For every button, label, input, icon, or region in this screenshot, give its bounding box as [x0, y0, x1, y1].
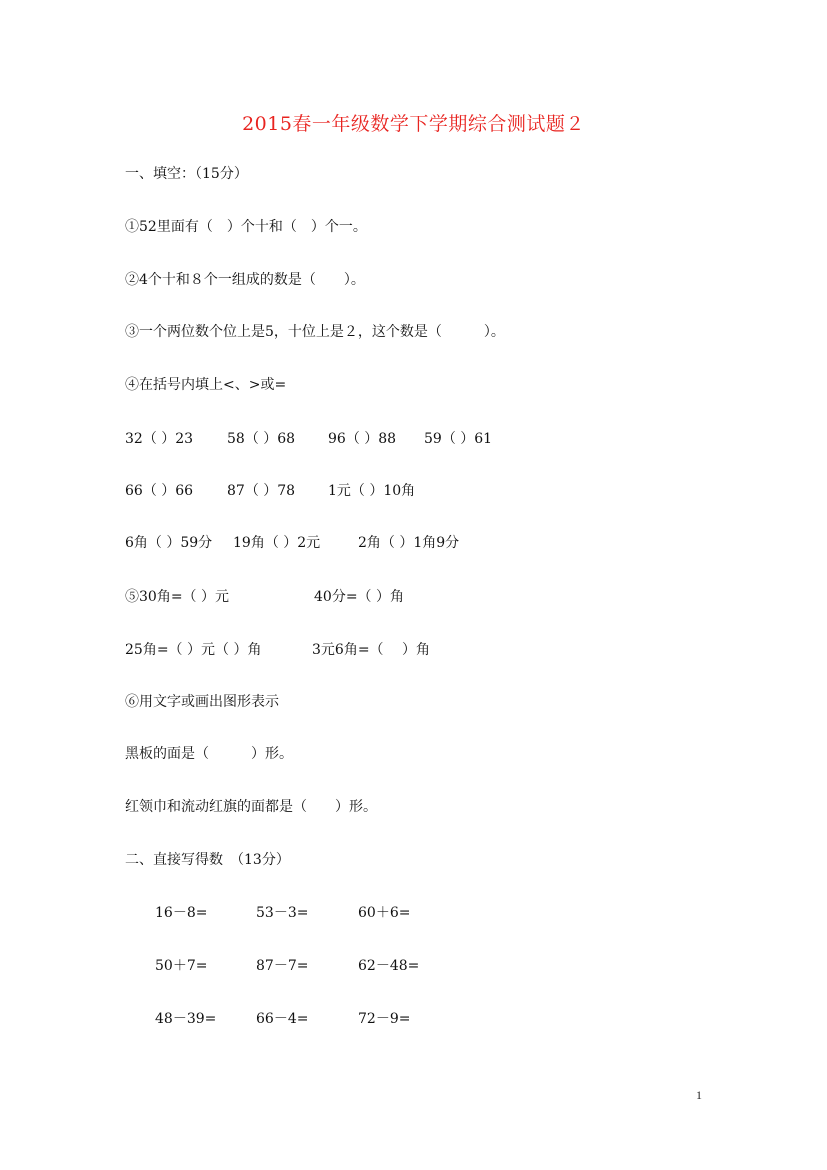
compare-item: 59（ ）61	[424, 431, 493, 447]
section-1-heading: 一、填空：（15分）	[125, 166, 248, 182]
section-2-heading: 二、直接写得数 （13分）	[125, 852, 290, 868]
question-5-item: 40分=（ ）角	[314, 589, 404, 605]
compare-item: 6角（ ）59分	[125, 535, 213, 551]
compare-item: 96（ ）88	[328, 431, 397, 447]
question-5-item: 25角=（ ）元（ ）角	[125, 642, 262, 658]
question-6b: 红领巾和流动红旗的面都是（ ）形。	[125, 799, 377, 815]
arithmetic-item: 16－8=	[155, 905, 208, 921]
compare-item: 58（ ）68	[227, 431, 296, 447]
arithmetic-item: 62－48=	[358, 958, 420, 974]
arithmetic-item: 50＋7=	[155, 958, 208, 974]
arithmetic-item: 53－3=	[256, 905, 309, 921]
arithmetic-item: 48－39=	[155, 1011, 217, 1027]
arithmetic-item: 72－9=	[358, 1011, 411, 1027]
question-5-item: 3元6角=（ ）角	[312, 642, 430, 658]
compare-item: 32（ ）23	[125, 431, 194, 447]
arithmetic-item: 60＋6=	[358, 905, 411, 921]
question-6a: 黑板的面是（ ）形。	[125, 746, 293, 762]
compare-item: 2角（ ）1角9分	[358, 535, 460, 551]
question-1: ①52里面有（ ）个十和（ ）个一。	[125, 219, 367, 235]
question-5-item: ⑤30角=（ ）元	[125, 589, 229, 605]
question-4: ④在括号内填上<、>或=	[125, 377, 287, 393]
page-title: 2015春一年级数学下学期综合测试题２	[242, 113, 585, 135]
page-number: 1	[696, 1088, 702, 1102]
question-2: ②4个十和８个一组成的数是（ ）。	[125, 272, 365, 288]
arithmetic-item: 66－4=	[256, 1011, 309, 1027]
arithmetic-item: 87－7=	[256, 958, 309, 974]
compare-item: 1元（ ）10角	[328, 483, 416, 499]
question-6: ⑥用文字或画出图形表示	[125, 694, 279, 710]
question-3: ③一个两位数个位上是5，十位上是２，这个数是（ ）。	[125, 324, 505, 340]
compare-item: 87（ ）78	[227, 483, 296, 499]
compare-item: 66（ ）66	[125, 483, 194, 499]
compare-item: 19角（ ）2元	[233, 535, 321, 551]
